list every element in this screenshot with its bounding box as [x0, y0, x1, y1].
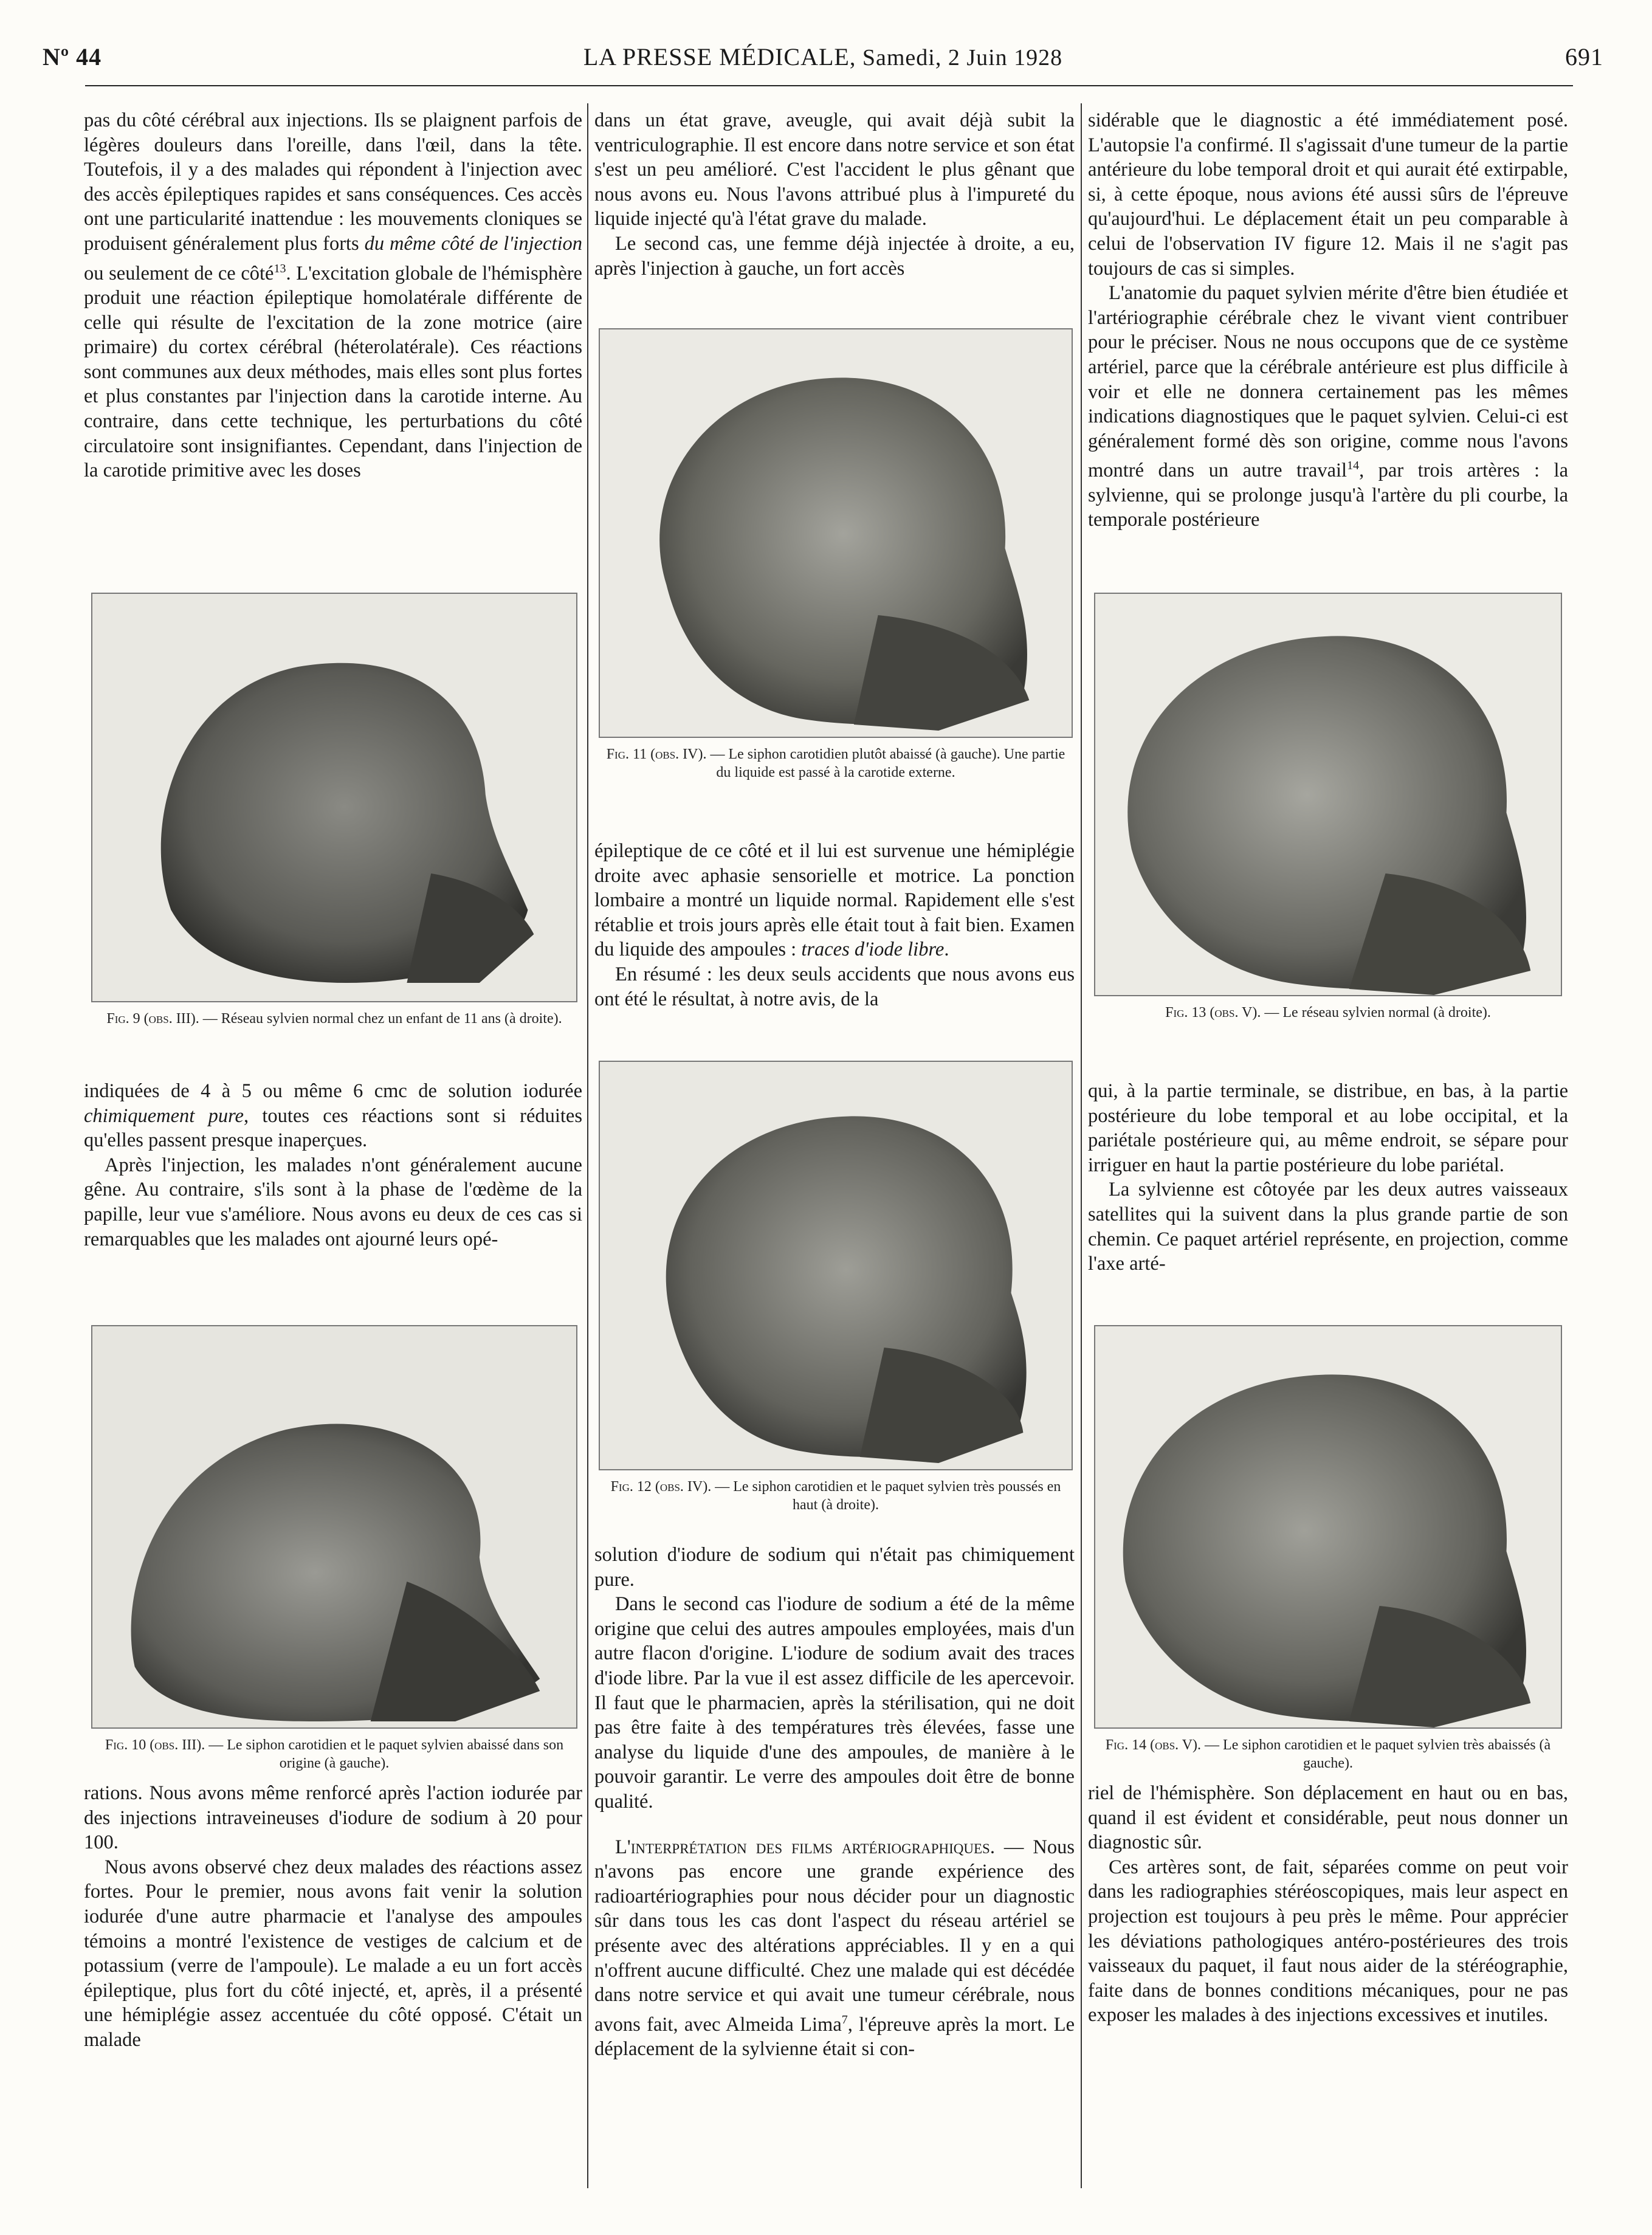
figure-9	[91, 593, 577, 1067]
paragraph: dans un état grave, aveugle, qui avait déjà subit la ventriculographie. Il est encore dans notre service et son état s'est un peu amélioré. C'est l'accident le plus gênant que nous avons eu. Nous l'avons attribué plus à l'impureté du liquide injecté qu'à l'état grave du malade.	[594, 109, 1075, 230]
column-3-middle	[1088, 1079, 1568, 1276]
figure-10	[91, 1325, 577, 1775]
figure-13	[1094, 593, 1562, 1055]
header-rule	[85, 85, 1573, 86]
paragraph: Dans le second cas l'iodure de sodium a été de la même origine que celui des autres ampoules employées, mais d'un autre flacon d'origine. L'iodure de sodium avait des traces d'iode libre. Par la vue il est assez difficile de les apercevoir. Il faut que le pharmacien, après la stérilisation, qui ne doit pas être faite à des températures très élevées, fasse une analyse du liquide d'une des ampoules, de manière à le pouvoir garantir. Le verre des ampoules doit être de bonne qualité.	[594, 1593, 1075, 1813]
xray-image	[599, 328, 1073, 738]
journal-name: LA PRESSE MÉDICALE	[583, 43, 850, 71]
figure-caption: Fig. 9 (obs. III). — Réseau sylvien normal chez un enfant de 11 ans (à droite).	[106, 1011, 562, 1027]
paragraph: sidérable que le diagnostic a été immédiatement posé. L'autopsie l'a confirmé. Il s'agissait d'une tumeur de la partie antérieure du lobe temporal droit et qui aurait été extirpable, si, à cette époque, nous avions été aussi sûrs de l'épreuve qu'aujourd'hui. Le déplacement était un peu comparable à celui de l'observation IV figure 12. Mais il ne s'agit pas toujours de cas si simples.	[1088, 109, 1568, 280]
xray-image	[1094, 1325, 1562, 1729]
column-2-middle	[594, 839, 1075, 1011]
issue-number: Nº 44	[43, 43, 102, 71]
figure-11	[599, 328, 1073, 796]
paragraph: solution d'iodure de sodium qui n'était pas chimiquement pure.	[594, 1544, 1075, 1591]
column-3-bottom	[1088, 1781, 1568, 2028]
figure-12	[599, 1061, 1073, 1529]
paragraph: qui, à la partie terminale, se distribue, en bas, à la partie postérieure du lobe temporal et au lobe occipital, et la pariétale postérieure qui, au même endroit, se sépare pour irriguer en haut la partie postérieure du lobe pariétal.	[1088, 1080, 1568, 1176]
column-3-top	[1088, 108, 1568, 532]
column-divider-1	[587, 103, 588, 2188]
figure-caption: Fig. 14 (obs. V). — Le siphon carotidien et le paquet sylvien très abaissés (à gauche).	[1105, 1737, 1551, 1771]
paragraph: indiquées de 4 à 5 ou même 6 cmc de solution iodurée chimiquement pure, toutes ces réactions sont si réduites qu'elles passent presque inaperçues.	[84, 1080, 583, 1152]
journal-title-line	[43, 43, 1603, 71]
paragraph: Le second cas, une femme déjà injectée à droite, a eu, après l'injection à gauche, un fort accès	[594, 232, 1075, 280]
figure-14	[1094, 1325, 1562, 1775]
paragraph: rations. Nous avons même renforcé après l'action iodurée par des injections intraveineuses d'iodure de sodium à 20 pour 100.	[84, 1782, 582, 1854]
paragraph: pas du côté cérébral aux injections. Ils se plaignent parfois de légères douleurs dans l'oreille, dans l'œil, dans la tête. Toutefois, il y a des malades qui répondent à l'injection avec des accès épileptiques rapides et sans conséquences. Ces accès ont une particularité inattendue : les mouvements cloniques se produisent généralement plus forts du même côté de l'injection ou seulement de ce côté$^{13}$. L'excitation globale de l'hémisphère produit une réaction épileptique homolatérale différente de celle qui résulte de l'excitation de la zone motrice (aire primaire) du cortex cérébral (héterolatérale). Ces réactions sont communes aux deux méthodes, mais elles sont plus fortes et plus constantes par l'injection dans la carotide interne. Au contraire, dans cette technique, les perturbations du côté circulatoire sont insignifiantes. Cependant, dans l'injection de la carotide primitive avec les doses	[84, 109, 583, 482]
xray-image	[1094, 593, 1562, 996]
page-number: 691	[1565, 43, 1603, 71]
paragraph: riel de l'hémisphère. Son déplacement en haut ou en bas, quand il est évident et considérable, peut nous donner un diagnostic sûr.	[1088, 1782, 1568, 1854]
section-paragraph: L'interprétation des films artériographiques. — Nous n'avons pas encore une grande expérience des radioartériographies pour nous décider pour un diagnostic sûr dans tous les cas dont l'aspect du réseau artériel se présente avec des altérations appréciables. Il y en a qui n'offrent aucune difficulté. Chez une malade qui est décédée dans notre service et qui avait une tumeur cérébrale, nous avons fait, avec Almeida Lima$^7$, l'épreuve après la mort. Le déplacement de la sylvienne était si con-	[594, 1836, 1075, 2061]
paragraph: Nous avons observé chez deux malades des réactions assez fortes. Pour le premier, nous avons fait venir la solution iodurée d'une autre pharmacie et l'analyse des ampoules témoins a montré l'existence de vestiges de calcium et de potassium (verre de l'ampoule). Le malade a eu un fort accès épileptique, plus fort du côté injecté, et, après, il a présenté une hémiplégie assez accentuée du côté opposé. C'était un malade	[84, 1856, 582, 2051]
column-divider-2	[1081, 103, 1082, 2188]
column-2-top	[594, 108, 1075, 281]
paragraph: épileptique de ce côté et il lui est survenue une hémiplégie droite avec aphasie sensorielle et motrice. La ponction lombaire a montré un liquide normal. Rapidement elle s'est rétablie et trois jours après elle était tout à fait bien. Examen du liquide des ampoules : traces d'iode libre.	[594, 840, 1075, 961]
column-1-middle	[84, 1079, 582, 1252]
xray-image	[91, 1325, 577, 1729]
section-heading: L'interprétation des films artériographiques.	[615, 1836, 995, 1858]
paragraph: En résumé : les deux seuls accidents que nous avons eus ont été le résultat, à notre avis, de la	[594, 963, 1075, 1010]
column-1-bottom	[84, 1781, 582, 2053]
paragraph: La sylvienne est côtoyée par les deux autres vaisseaux satellites qui la suivent dans la plus grande partie de son chemin. Ce paquet artériel représente, en projection, comme l'axe arté-	[1088, 1179, 1568, 1275]
column-1-top	[84, 108, 582, 483]
paragraph: Après l'injection, les malades n'ont généralement aucune gêne. Au contraire, s'ils sont à la phase de l'œdème de la papille, leur vue s'améliore. Nous avons eu deux de ces cas si remarquables que les malades ont ajourné leurs opé-	[84, 1154, 582, 1250]
figure-caption: Fig. 10 (obs. III). — Le siphon carotidien et le paquet sylvien abaissé dans son origine (à gauche).	[105, 1737, 564, 1771]
xray-image	[91, 593, 577, 1002]
paragraph: L'anatomie du paquet sylvien mérite d'être bien étudiée et l'artériographie cérébrale chez le vivant vient contribuer pour le préciser. Nous ne nous occupons que de ce système artériel, parce que la cérébrale antérieure est plus difficile à voir et elle ne donnera certainement pas les mêmes indications diagnostiques que le paquet sylvien. Celui-ci est généralement formé dès son origine, comme nous l'avons montré dans un autre travail$^{14}$, par trois artères : la sylvienne, qui se prolonge jusqu'à l'artère du pli courbe, la temporale postérieure	[1088, 282, 1569, 531]
issue-date: , Samedi, 2 Juin 1928	[849, 45, 1063, 71]
figure-caption: Fig. 11 (obs. IV). — Le siphon carotidien plutôt abaissé (à gauche). Une partie du liquide est passé à la carotide externe.	[606, 746, 1065, 780]
paragraph: Ces artères sont, de fait, séparées comme on peut voir dans les radiographies stéréoscopiques, mais leur aspect en projection est toujours à peu près le même. Pour apprécier les déviations pathologiques antéro-postérieures des trois vaisseaux du paquet, il faut nous aider de la stéréographie, faite dans de bonnes conditions mécaniques, pour ne pas exposer les malades à des injections excessives et inutiles.	[1088, 1856, 1568, 2027]
figure-caption: Fig. 13 (obs. V). — Le réseau sylvien normal (à droite).	[1165, 1005, 1491, 1021]
page-header	[43, 43, 1603, 79]
xray-image	[599, 1061, 1073, 1470]
figure-caption: Fig. 12 (obs. IV). — Le siphon carotidien et le paquet sylvien très poussés en haut (à droite).	[610, 1479, 1061, 1513]
column-2-bottom	[594, 1543, 1075, 2062]
